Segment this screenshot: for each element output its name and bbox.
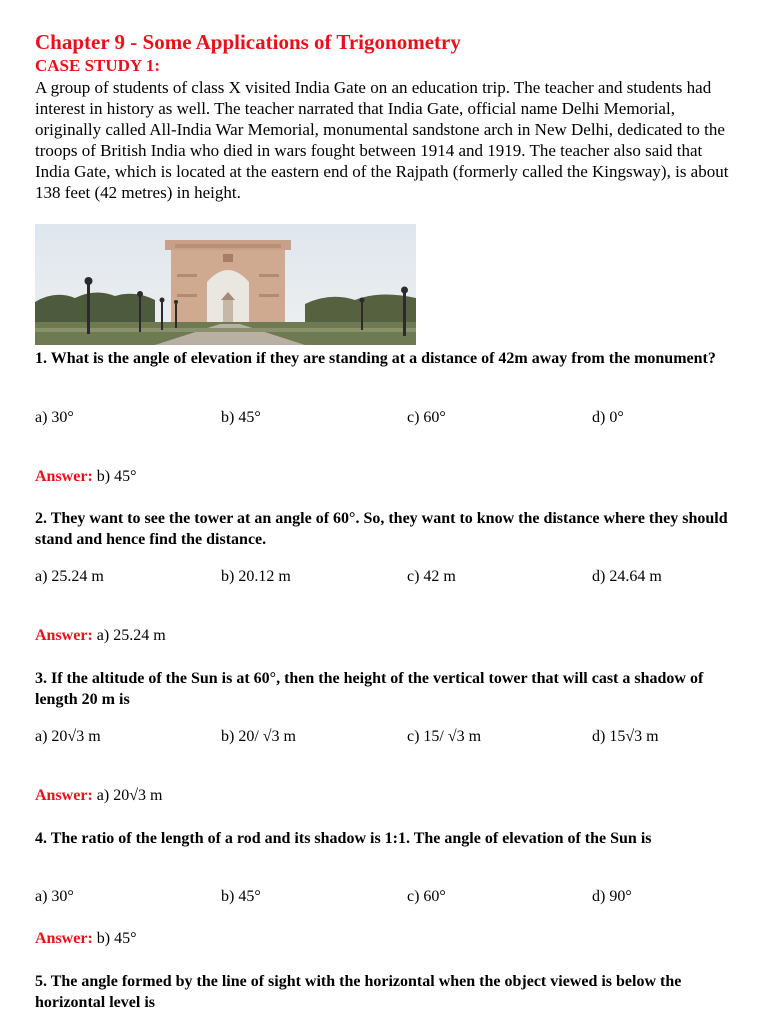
case-study-heading: CASE STUDY 1:: [35, 56, 161, 75]
answer-3: [35, 787, 162, 805]
answer-value: a) 25.24 m: [96, 627, 166, 644]
option-d: d) 24.64 m: [592, 568, 662, 585]
answer-2: [35, 627, 166, 645]
india-gate-photo: [35, 224, 416, 345]
answer-value: b) 45°: [96, 930, 137, 947]
option-c: c) 42 m: [407, 568, 456, 585]
option-b: b) 20.12 m: [221, 568, 291, 585]
question-4: 4. The ratio of the length of a rod and its shadow is 1:1. The angle of elevation of the Sun is: [35, 830, 652, 847]
answer-value: b) 45°: [96, 468, 137, 485]
question-5: 5. The angle formed by the line of sight with the horizontal when the object viewed is below the horizontal level is: [35, 973, 682, 1011]
question-2: 2. They want to see the tower at an angle of 60°. So, they want to know the distance where they should stand and hence find the distance.: [35, 510, 728, 548]
answer-label: Answer:: [35, 468, 93, 485]
option-a: a) 25.24 m: [35, 568, 104, 585]
option-b: b) 45°: [221, 409, 261, 426]
answer-label: Answer:: [35, 787, 93, 804]
answer-value: a) 20√3 m: [96, 787, 163, 804]
option-a: a) 20√3 m: [35, 728, 101, 745]
india-gate-image: [35, 224, 416, 345]
option-b: b) 45°: [221, 888, 261, 905]
option-d: d) 90°: [592, 888, 632, 905]
answer-label: Answer:: [35, 930, 93, 947]
option-a: a) 30°: [35, 888, 74, 905]
option-a: a) 30°: [35, 409, 74, 426]
question-1: 1. What is the angle of elevation if they are standing at a distance of 42m away from the monument?: [35, 350, 716, 367]
option-b: b) 20/ √3 m: [221, 728, 296, 745]
answer-label: Answer:: [35, 627, 93, 644]
option-d: d) 0°: [592, 409, 624, 426]
answer-4: [35, 930, 137, 948]
option-c: c) 15/ √3 m: [407, 728, 482, 745]
question-3: 3. If the altitude of the Sun is at 60°, then the height of the vertical tower that will cast a shadow of length 20 m is: [35, 670, 704, 708]
option-c: c) 60°: [407, 409, 446, 426]
option-d: d) 15√3 m: [592, 728, 659, 745]
option-c: c) 60°: [407, 888, 446, 905]
chapter-title: Chapter 9 - Some Applications of Trigonometry: [35, 30, 461, 54]
intro-paragraph: A group of students of class X visited India Gate on an education trip. The teacher and students had interest in history as well. The teacher narrated that India Gate, official name Delhi Memorial, originally called All-India War Memorial, monumental sandstone arch in New Delhi, dedicated to the troops of British India who died in wars fought between 1914 and 1919. The teacher also said that India Gate, which is located at the eastern end of the Rajpath (formerly called the Kingsway), is about 138 feet (42 metres) in height.: [35, 78, 729, 202]
answer-1: [35, 468, 137, 486]
